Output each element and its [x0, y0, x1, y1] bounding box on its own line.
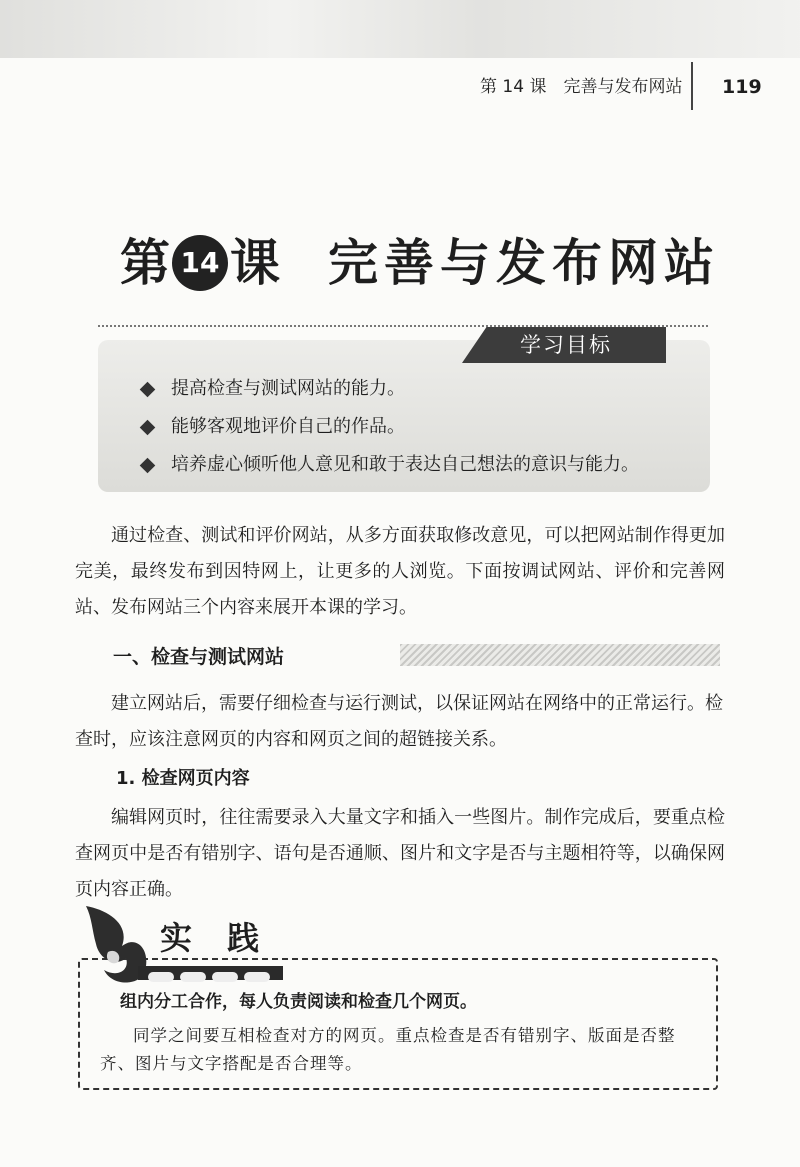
practice-title: 实 践: [160, 919, 272, 957]
intro-paragraph: 通过检查、测试和评价网站，从多方面获取修改意见，可以把网站制作得更加完美，最终发布到因特网上，让更多的人浏览。下面按调试网站、评价和完善网站、发布网站三个内容来展开本课的学习。: [75, 525, 725, 618]
title-prefix: 第: [120, 233, 170, 292]
practice-stripe-dots: [148, 967, 278, 979]
practice-lead: 组内分工合作，每人负责阅读和检查几个网页。: [120, 992, 477, 1012]
objectives-list: [138, 370, 708, 484]
page-number: 119: [722, 76, 762, 98]
lesson-title: [120, 224, 720, 294]
title-suffix: 课: [230, 233, 280, 292]
objective-item: [138, 446, 708, 484]
section-heading-band: [400, 644, 720, 666]
objective-text: 提高检查与测试网站的能力。: [171, 378, 405, 399]
objective-item: [138, 408, 708, 446]
objective-text: 培养虚心倾听他人意见和敢于表达自己想法的意识与能力。: [171, 454, 639, 475]
decorative-header-band: [0, 0, 800, 58]
practice-body: 同学之间要互相检查对方的网页。重点检查是否有错别字、版面是否整齐、图片与文字搭配是否合理等。: [100, 1026, 676, 1073]
diamond-bullet-icon: [140, 381, 156, 397]
section-paragraph: 建立网站后，需要仔细检查与运行测试，以保证网站在网络中的正常运行。检查时，应该注意网页的内容和网页之间的超链接关系。: [75, 693, 723, 750]
objective-text: 能够客观地评价自己的作品。: [171, 416, 405, 437]
lesson-number-badge: 14: [172, 235, 228, 291]
diamond-bullet-icon: [140, 419, 156, 435]
objectives-title: 学习目标: [520, 333, 612, 357]
running-header: 第 14 课 完善与发布网站: [480, 77, 683, 97]
subsection-paragraph: 编辑网页时，往往需要录入大量文字和插入一些图片。制作完成后，要重点检查网页中是否有错别字、语句是否通顺、图片和文字是否与主题相符等，以确保网页内容正确。: [75, 807, 725, 900]
subsection-heading: 1. 检查网页内容: [116, 768, 250, 789]
header-divider: [691, 62, 693, 110]
diamond-bullet-icon: [140, 457, 156, 473]
objective-item: [138, 370, 708, 408]
section-heading: 一、检查与测试网站: [113, 646, 285, 668]
title-name: 完善与发布网站: [328, 233, 720, 292]
